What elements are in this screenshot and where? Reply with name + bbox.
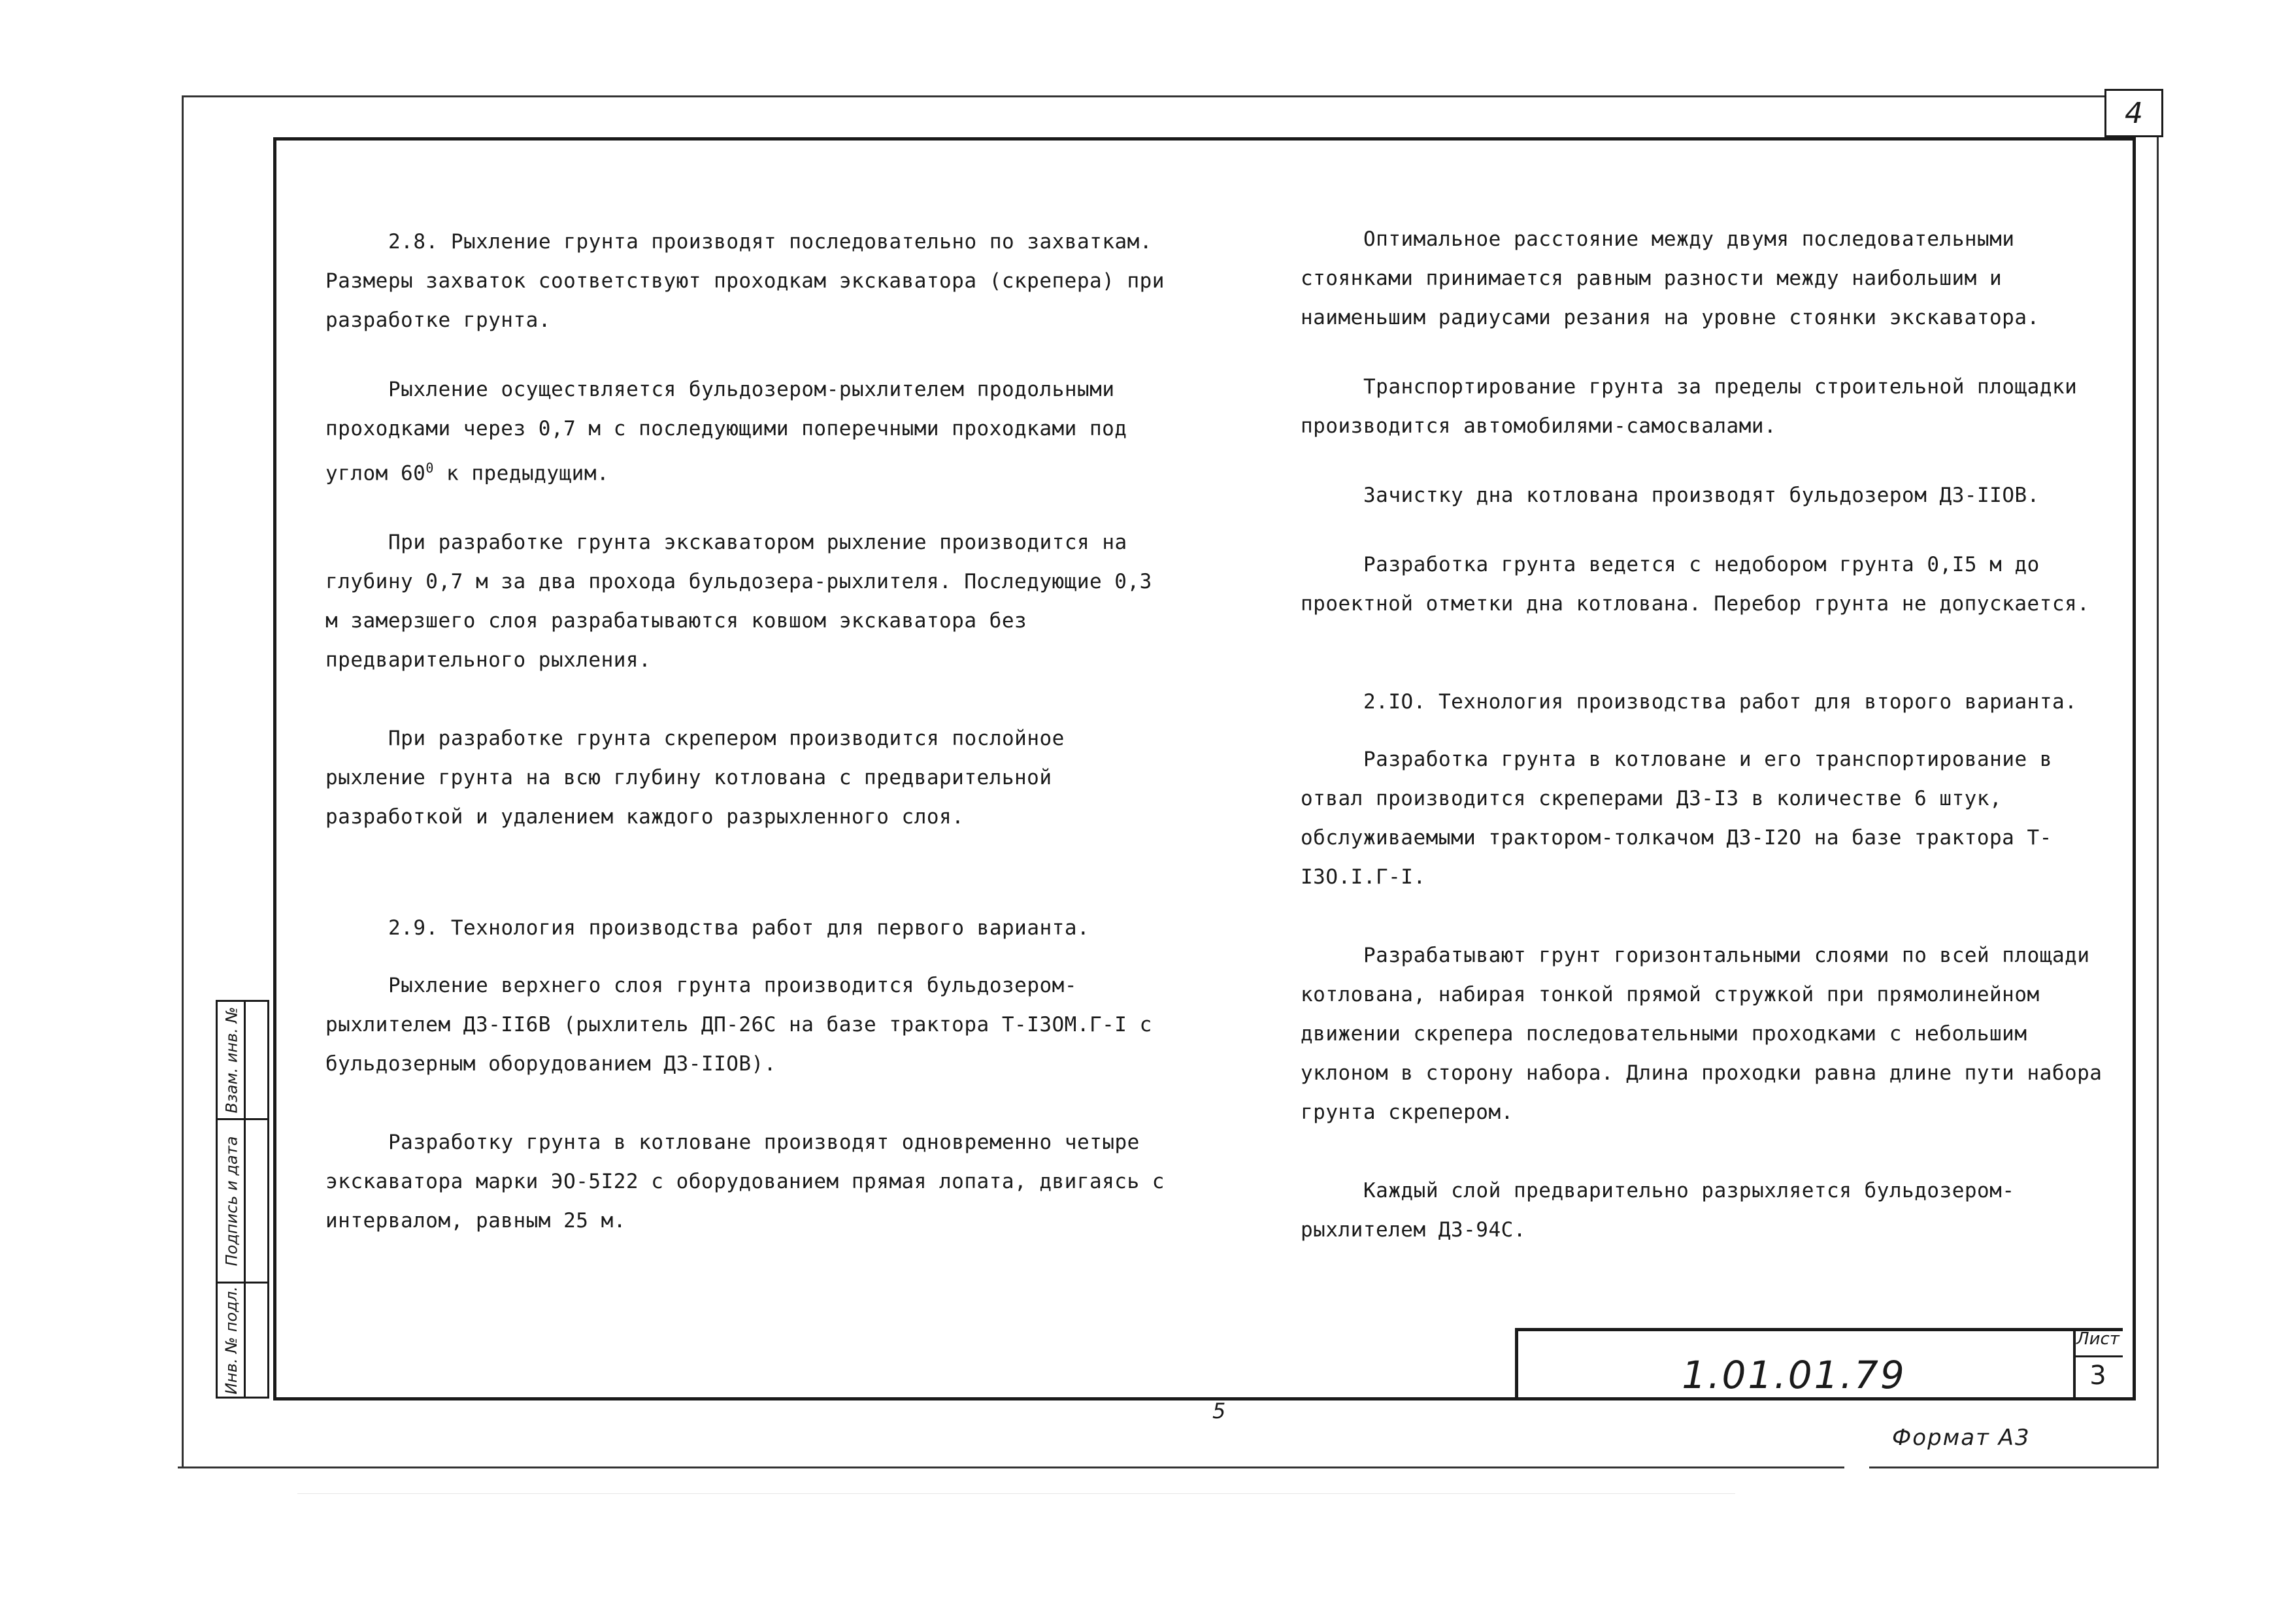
corner-page-number: [2104, 89, 2163, 137]
stamp-signature-date-text: Подпись и дата: [222, 1136, 241, 1266]
heading-2-10: 2.IO. Технология производства работ для второго варианта.: [1363, 690, 2078, 714]
stamp-original-inventory-text: Инв. № подл.: [222, 1286, 241, 1395]
paragraph-excavator-loosening: При разработке грунта экскаватором рыхление производится на глубину 0,7 м за два прохода бульдозера-рыхлителя. Последующие 0,3 м замерзшего слоя разрабатываются ковшом экскаватора без предварительного рыхления.: [325, 531, 1152, 672]
paragraph-cleaning: Зачистку дна котлована производят бульдозером ДЗ-IIOB.: [1363, 484, 2040, 507]
approval-stamp-column: [216, 1000, 269, 1399]
paragraph-loosening-method: [325, 370, 1175, 493]
stamp-divider-vertical: [244, 1002, 246, 1397]
stamp-signature-date: [219, 1120, 244, 1282]
paragraph-horizontal-layers: Разрабатывают грунт горизонтальными слоями по всей площади котлована, набирая тонкой прямой стружкой при прямолинейном движении скрепера последовательными проходками с небольшим уклоном в сторону набора. Длина проходки равна длине пути набора грунта скрепером.: [1301, 944, 2103, 1124]
sheet-number: 3: [2089, 1361, 2106, 1391]
loosening-method-text: Рыхление осуществляется бульдозером-рыхлителем продольными проходками через 0,7 м с последующими поперечными проходками под углом 60: [325, 378, 1127, 486]
stamp-replacement-inventory-text: Взам. инв. №: [222, 1006, 241, 1114]
paragraph-excavation-excavators: Разработку грунта в котловане производят одновременно четыре экскаватора марки ЭО-5I22 с оборудованием прямая лопата, двигаясь с интервалом, равным 25 м.: [325, 1131, 1165, 1233]
sheet-box-divider: [2073, 1355, 2123, 1357]
heading-2-9: 2.9. Технология производства работ для первого варианта.: [388, 916, 1090, 940]
paragraph-top-layer-loosening: Рыхление верхнего слоя грунта производится бульдозером-рыхлителем ДЗ-II6В (рыхлитель ДП-26С на базе трактора Т-I3OM.Г-I с бульдозерным оборудованием ДЗ-IIOB).: [325, 974, 1152, 1076]
stamp-original-inventory: [219, 1284, 244, 1397]
paragraph-scrapers: Разработка грунта в котловане и его транспортирование в отвал производится скреперами ДЗ-I3 в количестве 6 штук, обслуживаемыми трактором-толкачом ДЗ-I2O на базе трактора Т-I3O.I.Г-I.: [1301, 748, 2052, 889]
paragraph-underexcavation: Разработка грунта ведется с недобором грунта 0,I5 м до проектной отметки дна котлована. Перебор грунта не допускается.: [1301, 553, 2090, 616]
scan-artifact-line: [297, 1493, 1735, 1494]
right-column: [1301, 220, 2118, 1250]
loosening-method-end: к предыдущим.: [433, 461, 610, 486]
outer-frame-bottom-right: [1869, 1467, 2159, 1468]
format-label: Формат А3: [1892, 1425, 2031, 1451]
paragraph-layer-preloosening: Каждый слой предварительно разрыхляется бульдозером-рыхлителем ДЗ-94С.: [1301, 1179, 2015, 1242]
paragraph-scraper-loosening: При разработке грунта скрепером производится послойное рыхление грунта на всю глубину котлована с предварительной разработкой и удалением каждого разрыхленного слоя.: [325, 727, 1065, 829]
left-column: [325, 222, 1175, 1240]
paragraph-2-8: 2.8. Рыхление грунта производят последовательно по захваткам. Размеры захваток соответствуют проходкам экскаватора (скрепера) при разработке грунта.: [325, 230, 1165, 332]
paragraph-optimal-distance: Оптимальное расстояние между двумя последовательными стоянками принимается равным разности между наибольшим и наименьшим радиусами резания на уровне стоянки экскаватора.: [1301, 227, 2040, 329]
corner-page-number-value: 4: [2125, 96, 2143, 130]
page-number: 5: [1212, 1399, 1226, 1423]
degree-superscript: 0: [425, 460, 434, 476]
paragraph-transport: Транспортирование грунта за пределы строительной площадки производится автомобилями-самосвалами.: [1301, 375, 2078, 438]
sheet-label: Лист: [2076, 1329, 2119, 1349]
stamp-replacement-inventory: [219, 1002, 244, 1118]
outer-frame-bottom: [178, 1467, 1844, 1468]
document-code: 1.01.01.79: [1682, 1353, 1906, 1397]
